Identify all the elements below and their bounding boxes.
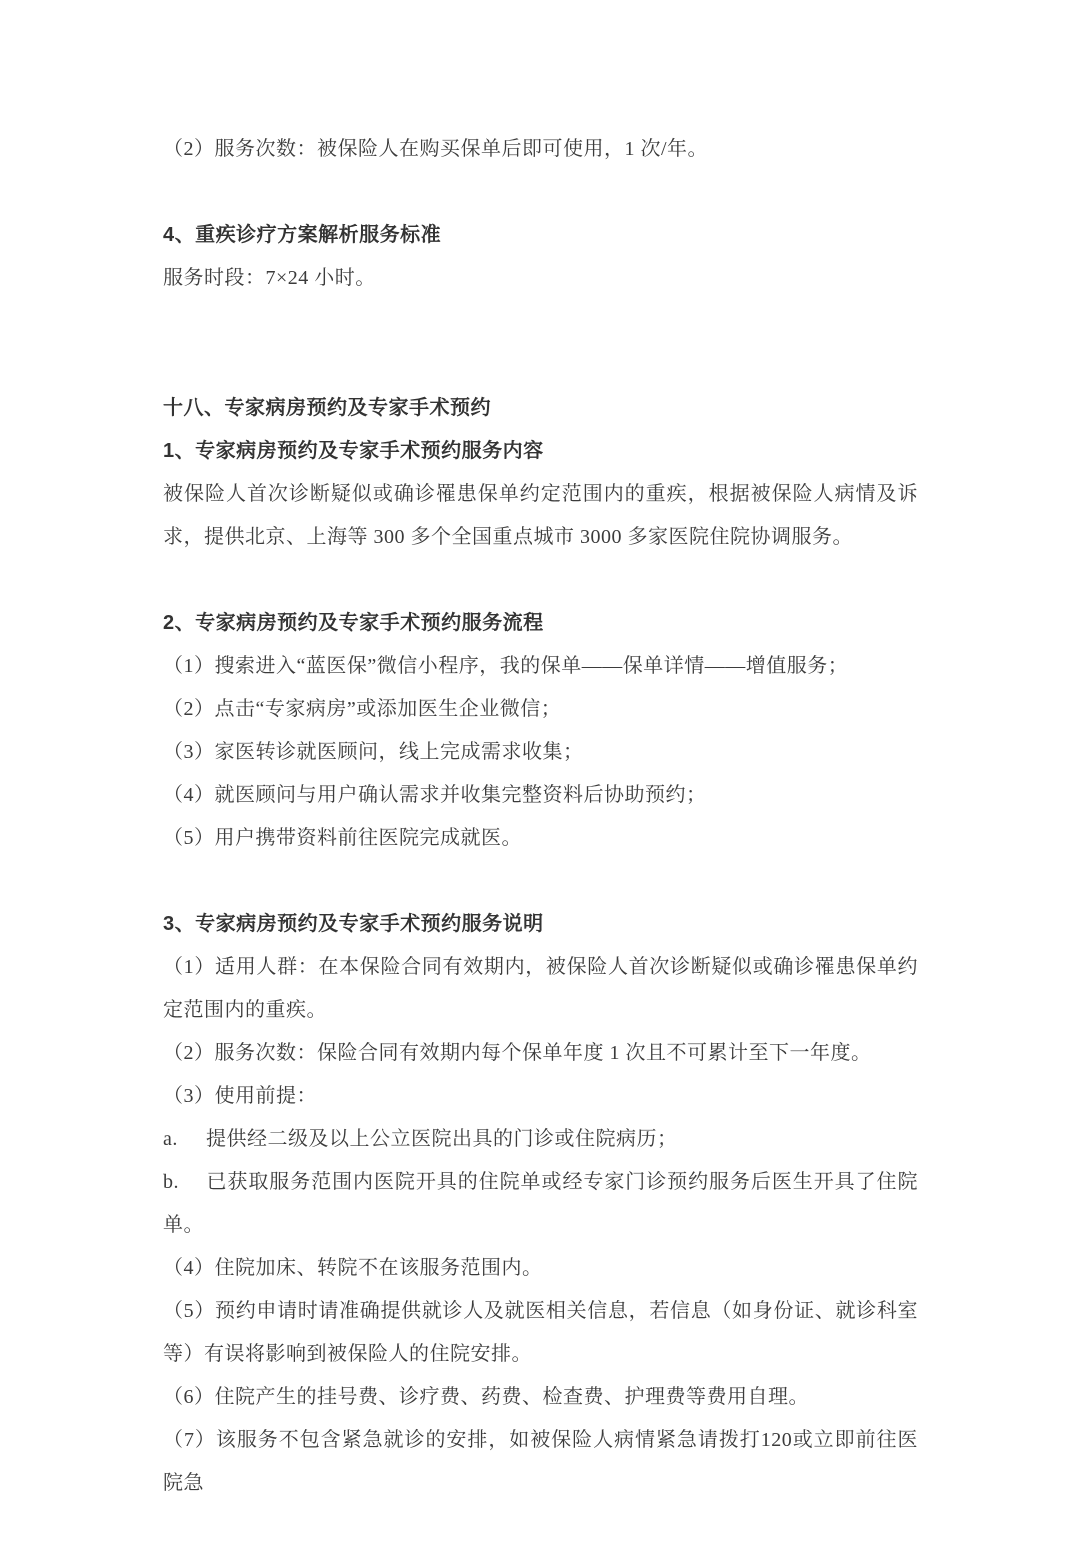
paragraph-process-step-2: （2）点击“专家病房”或添加医生企业微信； [163,698,562,720]
paragraph-note-5-accurate-info: （5）预约申请时请准确提供就诊人及就医相关信息，若信息（如身份证、就诊科室等）有误将影响到被保险人的住院安排。 [163,1300,918,1365]
section-heading-3-service-notes: 3、专家病房预约及专家手术预约服务说明 [163,913,544,935]
paragraph-note-1-applicable-people: （1）适用人群：在本保险合同有效期内，被保险人首次诊断疑似或确诊罹患保单约定范围内的重疾。 [163,956,918,1021]
lettered-item-a-text: 提供经二级及以上公立医院出具的门诊或住院病历； [206,1128,678,1150]
paragraph-service-content: 被保险人首次诊断疑似或确诊罹患保单约定范围内的重疾，根据被保险人病情及诉求，提供北京、上海等 300 多个全国重点城市 3000 多家医院住院协调服务。 [163,483,918,548]
lettered-item-a-marker: a. [163,1128,178,1150]
paragraph-process-step-4: （4）就医顾问与用户确认需求并收集完整资料后协助预约； [163,784,707,806]
paragraph-service-hours: 服务时段：7×24 小时。 [163,267,376,289]
paragraph-process-step-5: （5）用户携带资料前往医院完成就医。 [163,827,522,849]
lettered-item-b-text: 已获取服务范围内医院开具的住院单或经专家门诊预约服务后医生开具了住院单。 [163,1171,918,1236]
paragraph-process-step-3: （3）家医转诊就医顾问，线上完成需求收集； [163,741,584,763]
section-heading-1-service-content: 1、专家病房预约及专家手术预约服务内容 [163,440,544,462]
section-heading-2-service-process: 2、专家病房预约及专家手术预约服务流程 [163,612,544,634]
paragraph-note-4-extra-bed-transfer: （4）住院加床、转院不在该服务范围内。 [163,1257,543,1279]
paragraph-note-3-usage-prerequisite: （3）使用前提： [163,1085,317,1107]
paragraph-note-2-service-count: （2）服务次数：保险合同有效期内每个保单年度 1 次且不可累计至下一年度。 [163,1042,872,1064]
paragraph-service-count-prev-section: （2）服务次数：被保险人在购买保单后即可使用，1 次/年。 [163,138,709,160]
section-heading-4-critical-illness-standard: 4、重疾诊疗方案解析服务标准 [163,224,442,246]
paragraph-process-step-1: （1）搜索进入“蓝医保”微信小程序，我的保单——保单详情——增值服务； [163,655,849,677]
lettered-item-b [163,1161,918,1247]
paragraph-note-6-self-paid-fees: （6）住院产生的挂号费、诊疗费、药费、检查费、护理费等费用自理。 [163,1386,809,1408]
paragraph-note-7-no-emergency: （7）该服务不包含紧急就诊的安排，如被保险人病情紧急请拨打120或立即前往医院急 [163,1429,918,1494]
lettered-item-a [163,1118,918,1161]
lettered-item-b-marker: b. [163,1171,179,1193]
chapter-heading-18-expert-ward-surgery-booking: 十八、专家病房预约及专家手术预约 [163,397,491,419]
